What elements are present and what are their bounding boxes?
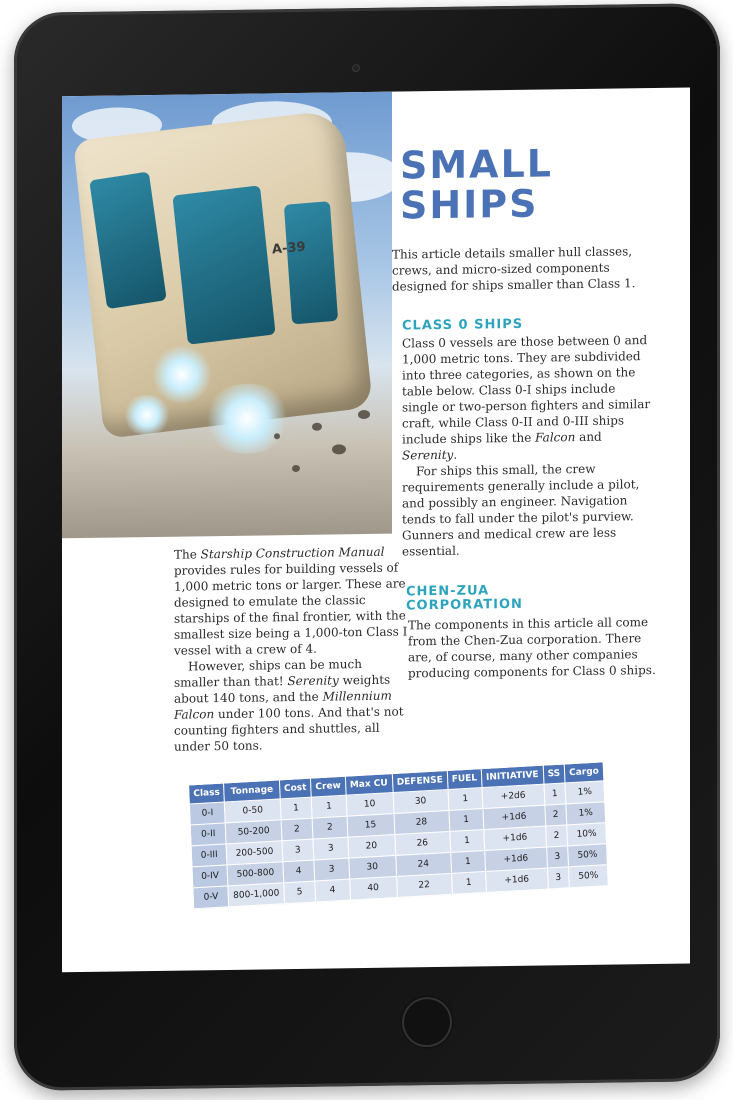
table-cell: 30 (348, 855, 396, 879)
table-header-cell: Cargo (564, 762, 604, 783)
table-cell: 24 (395, 852, 451, 876)
table-cell: 2 (545, 825, 567, 847)
table-cell: 1 (450, 850, 485, 873)
table-cell: 1 (544, 783, 566, 805)
table-cell: 2 (544, 804, 566, 826)
table-cell: +1d6 (485, 847, 547, 871)
table-header-cell: INITIATIVE (481, 765, 543, 787)
title-line-2: SHIPS (400, 181, 539, 228)
table-cell: 5 (283, 881, 315, 904)
table-cell: 40 (349, 876, 397, 900)
table-cell: 26 (394, 831, 450, 855)
table-cell: 0-IV (192, 865, 228, 888)
table-cell: 1 (280, 797, 312, 820)
table-cell: 1 (449, 809, 484, 832)
table-cell: 3 (314, 858, 349, 881)
table-cell: 1 (451, 871, 486, 894)
table-header-cell: FUEL (447, 769, 482, 790)
table-cell: 50% (568, 844, 608, 867)
table-cell: 15 (347, 814, 395, 838)
table-cell: +1d6 (483, 805, 545, 829)
table-cell: 0-50 (225, 799, 281, 823)
table-cell: 1 (449, 830, 484, 853)
left-column-body (174, 543, 410, 754)
table-cell: 1% (566, 802, 606, 825)
section-chen-zua-body (408, 614, 658, 681)
table-cell: 4 (283, 860, 315, 883)
table-cell: 1 (448, 788, 483, 811)
chen-zua-paragraph: The components in this article all come from the Chen-Zua corporation. There are, of course, many other companies producing components for Class 0 ships. (408, 615, 656, 681)
section-heading-class0: CLASS 0 SHIPS (402, 316, 524, 334)
home-button[interactable] (402, 997, 452, 1048)
class0-paragraph-2: For ships this small, the crew requirements generally include a pilot, and possibly an engineer. Navigation tends to fall under the pilot's purview. Gunners and medical crew are less essential. (402, 461, 640, 559)
intro-paragraph: This article details smaller hull classes, crews, and micro-sized components designed for ships smaller than Class 1. (392, 244, 636, 294)
spaceship-illustration (62, 92, 392, 539)
table-cell: 30 (393, 790, 449, 814)
table-cell: 0-III (191, 844, 227, 867)
title-line-1: SMALL (400, 141, 554, 188)
table-cell: +2d6 (482, 784, 544, 808)
table-cell: 10 (346, 793, 394, 817)
section-class0-body (402, 332, 652, 559)
table-cell: +1d6 (484, 826, 546, 850)
ship-class-table (188, 761, 609, 909)
table-cell: 28 (394, 810, 450, 834)
tablet-screen[interactable] (62, 87, 690, 972)
table-cell: 3 (313, 837, 348, 860)
table-cell: 2 (281, 818, 313, 841)
table-cell: 1 (311, 795, 346, 818)
table-header-cell: DEFENSE (392, 771, 448, 793)
table-cell: 500-800 (227, 862, 283, 886)
table-header-cell: Class (189, 783, 225, 804)
table-cell: 4 (315, 879, 350, 902)
table-cell: 1% (565, 781, 605, 804)
table-cell: 3 (546, 846, 568, 868)
table-cell: +1d6 (485, 868, 547, 892)
tablet-frame (14, 3, 720, 1091)
table-header-cell: Max CU (345, 774, 393, 796)
table-cell: 0-II (190, 823, 226, 846)
section-heading-chen-zua: CHEN-ZUA CORPORATION (406, 583, 523, 614)
table-cell: 3 (547, 867, 569, 889)
table-header-cell: Cost (279, 778, 311, 799)
table-cell: 50-200 (226, 820, 282, 844)
table-cell: 200-500 (227, 841, 283, 865)
table-cell: 0-I (189, 802, 225, 825)
table-cell: 2 (312, 816, 347, 839)
table-cell: 50% (569, 865, 609, 888)
left-paragraph-2: However, ships can be much smaller than that! Serenity weights about 140 tons, and the Millennium Falcon under 100 tons. And that's not counting fighters and shuttles, all under 50 tons. (174, 657, 404, 754)
table-header-cell: Crew (311, 776, 346, 797)
table-cell: 800-1,000 (228, 883, 284, 907)
table-cell: 0-V (193, 886, 229, 909)
table-header-cell: SS (543, 764, 565, 784)
table-cell: 10% (567, 823, 607, 846)
table-header-cell: Tonnage (224, 780, 280, 802)
table-cell: 20 (348, 835, 396, 859)
class0-paragraph-1: Class 0 vessels are those between 0 and 1,000 metric tons. They are subdivided into three categories, as shown on the table below. Class 0-I ships include single or two-person fighters and similar craft, while Class 0-II and 0-III ships include ships like the Falcon and Serenity. (402, 333, 651, 463)
camera-icon (352, 64, 360, 72)
table-cell: 22 (396, 873, 452, 897)
ship-hull-label: A-39 (271, 239, 307, 258)
left-paragraph-1: The Starship Construction Manual provides rules for building vessels of 1,000 metric tons or larger. These are designed to emulate the classic starships of the final frontier, with the smallest size being a 1,000-ton Class I vessel with a crew of 4. (174, 544, 408, 658)
article-title (400, 143, 600, 226)
table-cell: 3 (282, 839, 314, 862)
